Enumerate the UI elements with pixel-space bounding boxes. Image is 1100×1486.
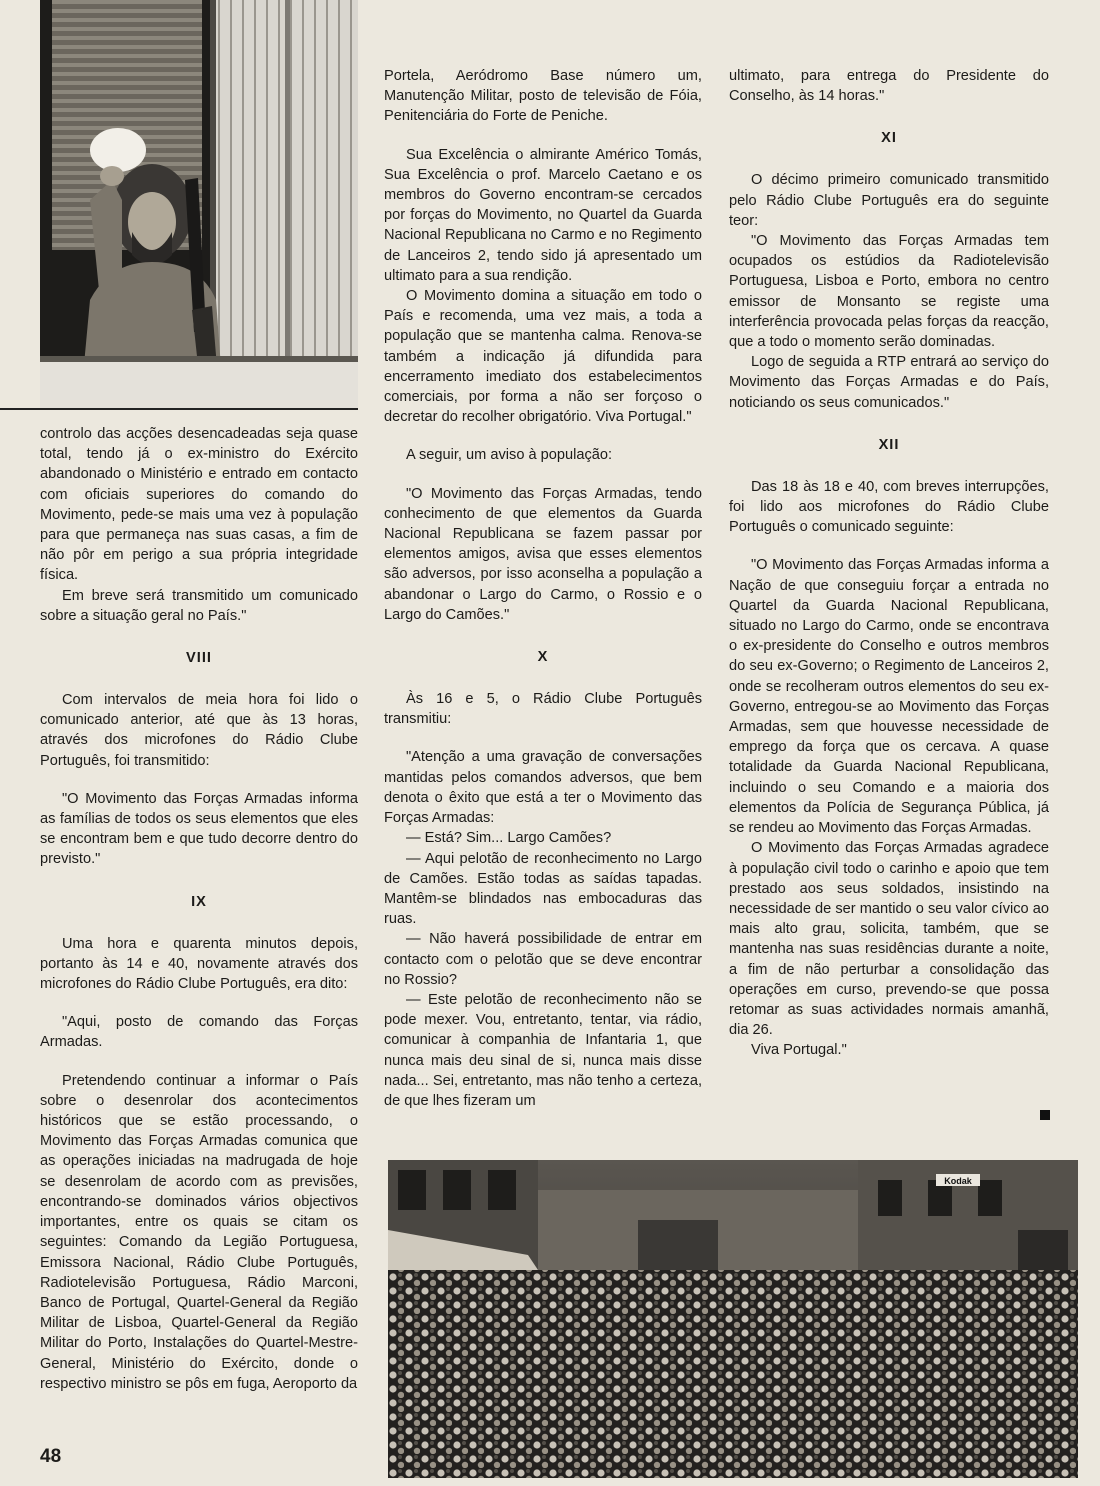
article-end-mark [1040, 1110, 1050, 1120]
col2-paragraph: "Atenção a uma gravação de conversações mantidas pelos comandos adversos, que bem denota o êxito que está a ter o Movimento das Forças Armadas: [384, 749, 702, 827]
col2-paragraph: A seguir, um aviso à população: [406, 447, 613, 464]
col1-paragraph: Uma hora e quarenta minutos depois, portanto às 14 e 40, novamente através dos microfones do Rádio Clube Português, era dito: [40, 935, 358, 993]
col1-paragraph: "O Movimento das Forças Armadas informa as famílias de todos os seus elementos que eles se encontram bem e que tudo decorre dentro do previsto." [40, 790, 358, 868]
column-2 [384, 66, 702, 1111]
column-3 [729, 66, 1049, 1061]
section-heading-viii: VIII [186, 650, 212, 667]
photo-rule [0, 408, 358, 410]
col3-paragraph: Logo de seguida a RTP entrará ao serviço do Movimento das Forças Armadas e do País, noticiando os seus comunicados." [729, 354, 1049, 411]
col2-paragraph: — Este pelotão de reconhecimento não se pode mexer. Vou, entretanto, tentar, via rádio, comunicar à companhia de Infantaria 1, que nunca mais deu sinal de si, nunca mais disse nada... Sei, entretanto, mas não tenho a certeza, de que lhes fizeram um [384, 991, 702, 1109]
photo-man-at-window [40, 0, 358, 408]
col2-paragraph: Sua Excelência o almirante Américo Tomás, Sua Excelência o prof. Marcelo Caetano e os membros do Governo encontram-se cercados por forças do Movimento, no Quartel da Guarda Nacional Republicana no Carmo e no Regimento de Lanceiros 2, tendo sido já apresentado um ultimato para a sua rendição. [384, 146, 702, 284]
photo-crowd-image [388, 1160, 1078, 1478]
section-heading-x: X [537, 649, 549, 666]
photo-man-at-window-image [40, 0, 358, 408]
col3-paragraph: O décimo primeiro comunicado transmitido pelo Rádio Clube Português era do seguinte teor: [729, 172, 1049, 229]
col2-paragraph: O Movimento domina a situação em todo o País e recomenda, uma vez mais, a toda a população que se mantenha calma. Renova-se também a indicação já difundida para encerramento imediato dos estabelecimentos comerciais, por forma a não ser forçoso o decretar do recolher obrigatório. Viva Portugal." [384, 288, 702, 426]
page-number: 48 [40, 1446, 62, 1467]
section-heading-xii: XII [878, 436, 900, 453]
col1-paragraph: "Aqui, posto de comando das Forças Armadas. [40, 1014, 358, 1051]
col2-paragraph: Às 16 e 5, o Rádio Clube Português transmitiu: [384, 691, 702, 728]
col1-paragraph: controlo das acções desencadeadas seja quase total, tendo já o ex-ministro do Exército abandonado o Ministério e entrado em contacto com oficiais superiores do comando do Movimento, pede-se mais uma vez à população para que permaneça nas suas casas, a fim de não pôr em perigo a sua própria integridade física. [40, 426, 358, 584]
col2-paragraph: Portela, Aeródromo Base número um, Manutenção Militar, posto de televisão de Fóia, Penitenciária do Forte de Peniche. [384, 68, 702, 125]
col2-paragraph: — Não haverá possibilidade de entrar em contacto com o pelotão que se deve encontrar no Rossio? [384, 931, 702, 988]
col3-paragraph: "O Movimento das Forças Armadas informa a Nação de que conseguiu forçar a entrada no Quartel da Guarda Nacional Republicana, situado no Largo do Carmo, onde se encontrava o ex-presidente do Conselho e outros membros do seu ex-Governo; o Regimento de Lanceiros 2, onde se recolheram outros elementos do seu ex-Governo, entregou-se ao Movimento das Forças Armadas, sem que houvesse necessidade de emprego da força que os cercava. A quase totalidade da Guarda Nacional Republicana, incluindo o seu Comando e a maioria dos elementos da Polícia de Segurança Pública, já se rendeu ao Movimento das Forças Armadas. [729, 557, 1049, 837]
col3-paragraph: Das 18 às 18 e 40, com breves interrupções, foi lido aos microfones do Rádio Clube Português o comunicado seguinte: [729, 478, 1049, 536]
col3-paragraph: Viva Portugal." [751, 1042, 847, 1059]
kodak-sign-text: Kodak [944, 1176, 972, 1186]
section-heading-xi: XI [881, 130, 897, 147]
photo-crowd-street [388, 1160, 1078, 1478]
col3-paragraph: O Movimento das Forças Armadas agradece à população civil todo o carinho e apoio que tem prestado aos seus soldados, insistindo na necessidade de ser mantido o seu valor cívico ao mais alto grau, solicita, também, que se mantenha nas suas residências durante a noite, a fim de não perturbar a consolidação das operações em curso, prevendo-se que possa retomar as suas actividades normais amanhã, dia 26. [729, 840, 1049, 1039]
col3-paragraph: ultimato, para entrega do Presidente do Conselho, às 14 horas." [729, 68, 1049, 105]
col3-paragraph: "O Movimento das Forças Armadas tem ocupados os estúdios da Radiotelevisão Portuguesa, Lisboa e Porto, embora no centro emissor de Monsanto se registe uma interferência provocada pelas forças da reacção, que a todo o momento serão dominadas. [729, 233, 1049, 351]
col1-paragraph: Em breve será transmitido um comunicado sobre a situação geral no País." [40, 587, 358, 624]
col1-paragraph: Com intervalos de meia hora foi lido o comunicado anterior, até que às 13 horas, através dos microfones do Rádio Clube Português, foi transmitido: [40, 692, 358, 769]
col2-paragraph: "O Movimento das Forças Armadas, tendo conhecimento de que elementos da Guarda Nacional Republicana se fazem passar por elementos amigos, avisa que esses elementos são adversos, por isso aconselha a população a abandonar o Largo do Carmo, o Rossio e o Largo do Camões." [384, 485, 702, 623]
col1-paragraph: Pretendendo continuar a informar o País sobre o desenrolar dos acontecimentos históricos que se estão processando, o Movimento das Forças Armadas comunica que as operações iniciadas na madrugada de hoje se desenrolam de acordo com as previsões, encontrando-se dominados vários objectivos importantes, entre os quais se citam os seguintes: Comando da Legião Portuguesa, Emissora Nacional, Rádio Clube Português, Radiotelevisão Portuguesa, Rádio Marconi, Banco de Portugal, Quartel-General da Região Militar de Lisboa, Quartel-General da Região Militar do Porto, Instalações do Quartel-Mestre-General, Ministério do Exército, donde o respectivo ministro se pôs em fuga, Aeroporto da [40, 1072, 358, 1392]
section-heading-ix: IX [191, 893, 207, 910]
col2-paragraph: — Está? Sim... Largo Camões? [406, 830, 612, 847]
column-1 [40, 424, 358, 1394]
col2-paragraph: — Aqui pelotão de reconhecimento no Largo de Camões. Estão todas as saídas tapadas. Mantêm-se blindados nas embocaduras das ruas. [384, 850, 702, 928]
